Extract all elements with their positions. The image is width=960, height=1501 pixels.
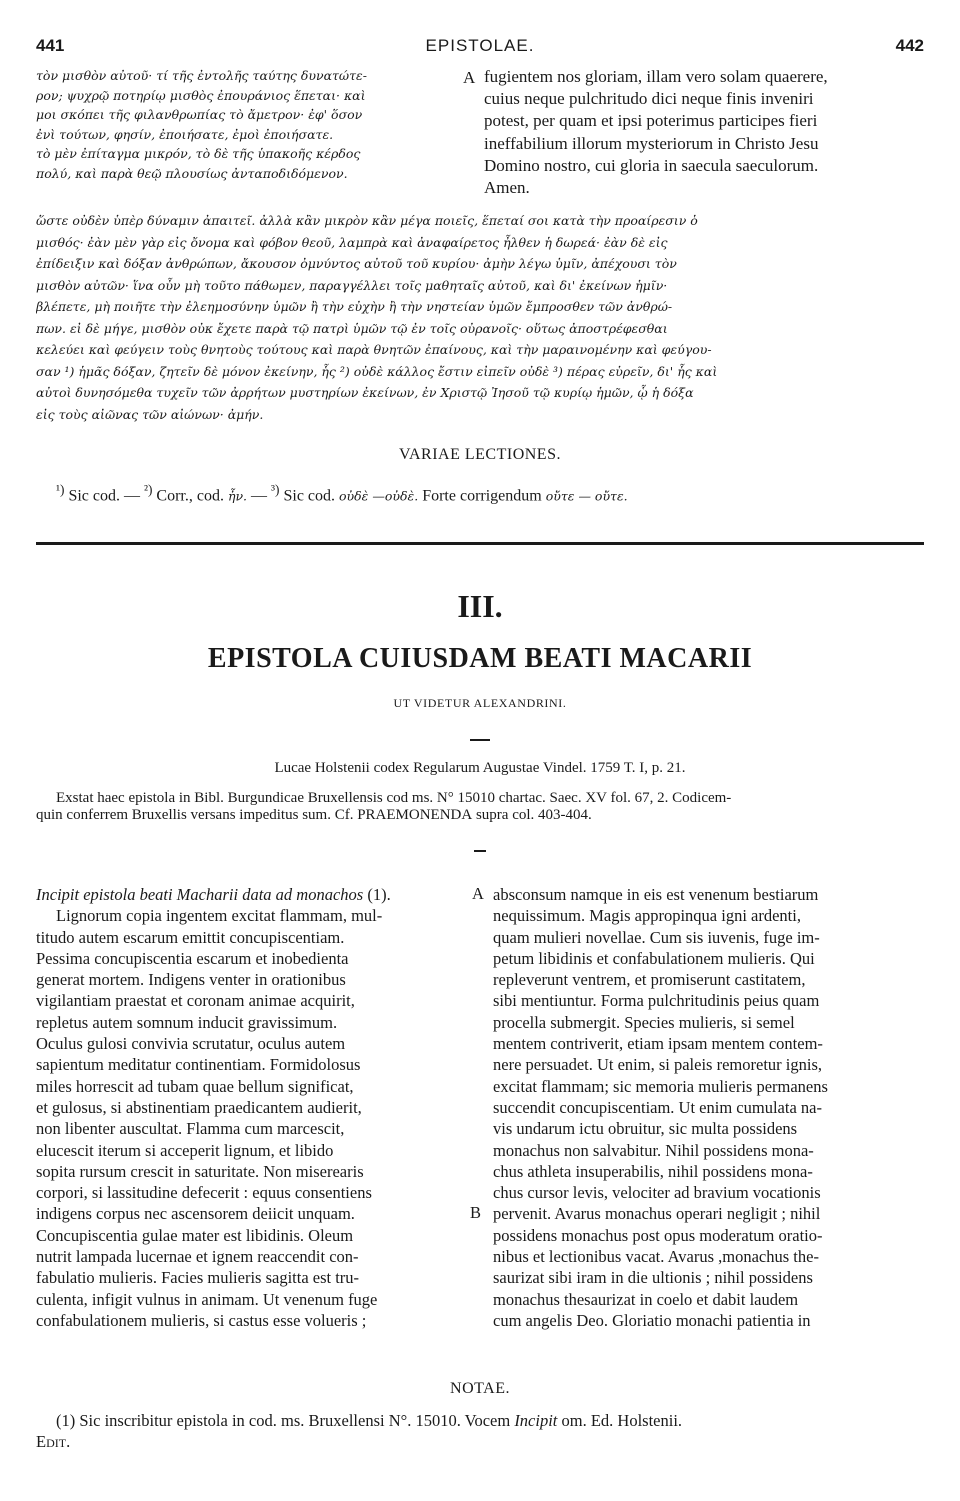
latin-line: Amen. (484, 177, 530, 197)
incipit-heading: Incipit epistola beati Macharii data ad monachos (36, 885, 364, 904)
latin-line: ineffabilium illorum mysteriorum in Christo Jesu (484, 133, 819, 153)
variant-number-2: ²) (143, 482, 153, 497)
text-line: procella submergit. Species mulieris, si semel (493, 1012, 795, 1032)
short-dash-divider (470, 739, 490, 741)
incipit-line (36, 884, 466, 905)
margin-marker-a: A (472, 884, 484, 903)
text-line: indigens corpus nec ascensorem deiicit unquam. (36, 1204, 355, 1224)
latin-line: Domino nostro, cui gloria in saecula saeculorum. (484, 155, 819, 175)
text-line: et gulosus, si abstinentiam praedicantem audierit, (36, 1097, 362, 1117)
text-line: fabulatio mulieris. Facies mulieris sagitta est tru- (36, 1268, 360, 1288)
text-line: succendit concupiscentiam. Ut enim cumulata na- (493, 1097, 822, 1117)
latin-line: potest, per quam et ipsi poterimus participes fieri (484, 111, 818, 131)
latin-column (484, 66, 928, 199)
manuscript-note-text: supra col. 403-404. (472, 807, 592, 823)
text-line: Pessima concupiscentia escarum et inobedienta (36, 948, 349, 968)
text-line: culenta, infigit vulnus in animam. Ut venenum fuge (36, 1289, 378, 1309)
text-line: Concupiscentia gulae mater est libidinis. Oleum (36, 1225, 354, 1245)
text-line: miles horrescit ad tubam quae bellum significat, (36, 1076, 354, 1096)
text-line: repleverunt ventrem, et promiserunt castitatem, (493, 970, 806, 990)
greek-line: μισθός· ἐὰν μὲν γὰρ εἰς ὄνομα καὶ φόβον θεοῦ, λαμπρὰ καὶ ἀναφαίρετος ἦλθεν ἡ δωρεά· ἐὰν δὲ εἰς (36, 234, 668, 250)
text-line: mentem contriverit, etiam ipsam mentem contem- (493, 1034, 823, 1054)
praemonenda-ref: PRAEMONENDA (357, 807, 473, 823)
footnote-editor-tag: Edit. (36, 1432, 71, 1451)
text-line: corpori, si lassitudine defecerit : equus consentiens (36, 1183, 372, 1203)
text-line: titudo autem escarum emittit concupiscentiam. (36, 927, 345, 947)
text-line: monachus non salvabitur. Nihil possidens mona- (493, 1140, 814, 1160)
greek-column (36, 66, 461, 184)
latin-line: fugientem nos gloriam, illam vero solam quaerere, (484, 67, 828, 86)
footnote-text: (1) Sic inscribitur epistola in cod. ms. Bruxellensi N°. 15010. Vocem (56, 1411, 515, 1430)
text-line: petum libidinis et confabulationem mulieris. Qui (493, 948, 815, 968)
footnote-italic-term: Incipit (514, 1411, 558, 1430)
text-line: absconsum namque in eis est venenum bestiarum (493, 885, 819, 904)
text-line: sapientum meditatur continentiam. Formidolosus (36, 1055, 361, 1075)
greek-line: ὥστε οὐδὲν ὑπὲρ δύναμιν ἀπαιτεῖ. ἀλλὰ κἂν μικρὸν κἂν μέγα ποιεῖς, ἕπεταί σοι κατὰ τὴν προαίρεσιν ὁ (36, 213, 698, 228)
footnote-text: om. Ed. Holstenii. (557, 1411, 683, 1430)
section-divider-rule (36, 542, 924, 545)
text-line: vigilantiam praestat et coronam animae acquirit, (36, 991, 355, 1011)
greek-line: τὸν μισθὸν αὐτοῦ· τί τῆς ἐντολῆς ταύτης δυνατώτε- (36, 68, 367, 83)
text-line: vis undarum ictu obruitur, sic multa possidens (493, 1119, 798, 1139)
page-header (36, 36, 924, 60)
text-line: non libenter auscultat. Flamma cum marcescit, (36, 1119, 345, 1139)
epistle-subtitle: UT VIDETUR ALEXANDRINI. (393, 696, 567, 710)
page-number-right: 442 (895, 36, 924, 55)
variant-number-1: ¹) (56, 482, 65, 497)
running-title: EPISTOLAE. (425, 36, 535, 55)
greek-line: αὐτοὶ δυνησόμεθα τυχεῖν τῶν ἀρρήτων μυστηρίων ἐκείνων, ἐν Χριστῷ Ἰησοῦ τῷ κυρίῳ ἡμῶν, ᾧ ἡ δόξα (36, 385, 694, 400)
manuscript-note-text: quin conferrem Bruxellis versans impeditus sum. Cf. (36, 807, 358, 823)
section-numeral: III. (457, 588, 503, 624)
text-line: possidens monachus post opus moderatum oratio- (493, 1225, 823, 1245)
greek-line: μισθὸν αὐτῶν· ἵνα οὖν μὴ τοῦτο πάθωμεν, παραγγέλλει τοῖς μαθηταῖς αὐτοῦ, καὶ δι' ἐκείνων ἡμῖν· (36, 277, 668, 293)
epistle-title: EPISTOLA CUIUSDAM BEATI MACARII (207, 643, 753, 674)
latin-line: cuius neque pulchritudo dici neque finis inveniri (484, 89, 814, 109)
page-number-left: 441 (36, 36, 65, 55)
left-text-column (36, 884, 466, 1331)
text-line: nibus et lectionibus vacat. Avarus ,monachus the- (493, 1247, 819, 1267)
footnote (36, 1410, 928, 1452)
text-line: repletus autem somnum inducit gravissimum. (36, 1012, 338, 1032)
greek-line: μοι σκόπει τῆς φιλανθρωπίας τὸ ἄμετρον· ἐφ' ὅσον (36, 107, 363, 123)
variant-greek: οὐδὲ —οὐδὲ. (339, 488, 419, 504)
top-two-column-block (36, 66, 928, 216)
text-line: sopita rursum crescit in saturitate. Non miserearis (36, 1161, 364, 1181)
notae-heading: NOTAE. (450, 1380, 510, 1397)
text-line: nequissimum. Magis appropinqua igni ardenti, (493, 906, 801, 926)
greek-line: πων. εἰ δὲ μήγε, μισθὸν οὐκ ἔχετε παρὰ τῷ πατρὶ ὑμῶν τῷ ἐν τοῖς οὐρανοῖς· οὕτως ἀποστρέφεσθαι (36, 320, 668, 336)
greek-line: ἐνὶ τούτων, φησίν, ἐποιήσατε, ἐμοὶ ἐποιήσατε. (36, 126, 334, 142)
text-line: Lignorum copia ingentem excitat flammam, mul- (56, 906, 383, 926)
variant-text: Forte corrigendum (418, 487, 546, 505)
greek-line: εἰς τοὺς αἰῶνας τῶν αἰώνων· ἀμήν. (36, 406, 264, 422)
incipit-note-ref: (1). (363, 885, 391, 904)
text-line: sibi mentiuntur. Forma pulchritudinis peius quam (493, 991, 820, 1011)
variant-number-3: ³) (271, 482, 280, 497)
text-line: pervenit. Avarus monachus operari negligit ; nihil (493, 1204, 821, 1224)
manuscript-note-line (36, 807, 928, 824)
greek-line: ἐπίδειξιν καὶ δόξαν ἀνθρώπων, ἄκουσον ὀμνύντος αὐτοῦ τοῦ κυρίου· ἀμὴν λέγω ὑμῖν, ἀπέχουσι τὸν (36, 256, 677, 271)
greek-line: ρον; ψυχρῷ ποτηρίῳ μισθὸς ἐπουράνιος ἕπεται· καὶ (36, 87, 366, 103)
text-line: nutrit lampada lucernae et ignem reaccendit con- (36, 1247, 359, 1267)
greek-line: σαν ¹) ἡμᾶς δόξαν, ζητεῖν δὲ μόνον ἐκείνην, ἧς ²) οὐδὲ κάλλος ἔστιν εἰπεῖν οὐδὲ ³) πέρας εὑρεῖν, δι' ἧς καὶ (36, 363, 718, 379)
variant-greek: οὔτε — οὔτε. (545, 488, 628, 504)
variant-text: — (247, 487, 272, 505)
greek-line: κελεύει καὶ φεύγειν τοὺς θνητοὺς τούτους καὶ παρὰ θνητῶν ἐπαίνους, καὶ τὴν μαραινομένην καὶ φεύγου- (36, 342, 712, 357)
text-line: confabulationem mulieris, si castus esse volueris ; (36, 1310, 367, 1330)
variant-text: Sic cod. — (64, 487, 144, 505)
variant-text: Corr., cod. (152, 487, 228, 505)
text-line: quam mulieri novellae. Cum sis iuvenis, fuge im- (493, 927, 820, 947)
text-line: cum angelis Deo. Gloriatio monachi patientia in (493, 1310, 811, 1330)
text-line: chus cursor levis, velociter ad bravium vocationis (493, 1183, 821, 1203)
margin-marker-a: A (463, 68, 476, 87)
text-line: excitat flammam; sic memoria mulieris permanens (493, 1076, 828, 1096)
variant-text: Sic cod. (279, 487, 340, 505)
variae-lectiones-line (56, 482, 926, 505)
greek-line: τὸ μὲν ἐπίταγμα μικρόν, τὸ δὲ τῆς ὑπακοῆς κέρδος (36, 146, 361, 162)
short-dash-divider (474, 850, 486, 852)
text-line: monachus thesaurizat in coelo et dabit laudem (493, 1289, 799, 1309)
greek-line: πολύ, καὶ παρὰ θεῷ πλουσίως ἀνταποδιδόμενον. (36, 165, 348, 181)
variant-greek: ἦν. (227, 488, 248, 504)
source-citation: Lucae Holstenii codex Regularum Augustae Vindel. 1759 T. I, p. 21. (274, 760, 686, 776)
variae-lectiones-heading: VARIAE LECTIONES. (399, 446, 561, 463)
text-line: saurizat sibi iram in die ultionis ; nihil possidens (493, 1268, 813, 1288)
text-line: elucescit iterum si acceperit lignum, et libido (36, 1140, 334, 1160)
text-line: generat mortem. Indigens venter in orationibus (36, 970, 346, 990)
greek-line: βλέπετε, μὴ ποιῆτε τὴν ἐλεημοσύνην ὑμῶν ἢ τὴν εὐχὴν ἢ τὴν νηστείαν ὑμῶν ἔμπροσθεν τῶν ἀνθρώ- (36, 299, 673, 314)
manuscript-note-line: Exstat haec epistola in Bibl. Burgundicae Bruxellensis cod ms. N° 15010 chartac. Saec. XV fol. 67, 2. Codicem- (56, 790, 732, 806)
text-line: chus athleta insuperabilis, nihil possidens mona- (493, 1161, 813, 1181)
greek-full-width-text (36, 210, 924, 425)
text-line: Oculus gulosi convivia scrutatur, oculus autem (36, 1034, 346, 1054)
text-line: nere persuadet. Ut enim, si paleis remoretur ignis, (493, 1055, 822, 1075)
margin-marker-b: B (470, 1203, 482, 1222)
right-text-column (493, 884, 925, 1331)
manuscript-note (36, 790, 928, 824)
footnote-line (36, 1410, 928, 1431)
